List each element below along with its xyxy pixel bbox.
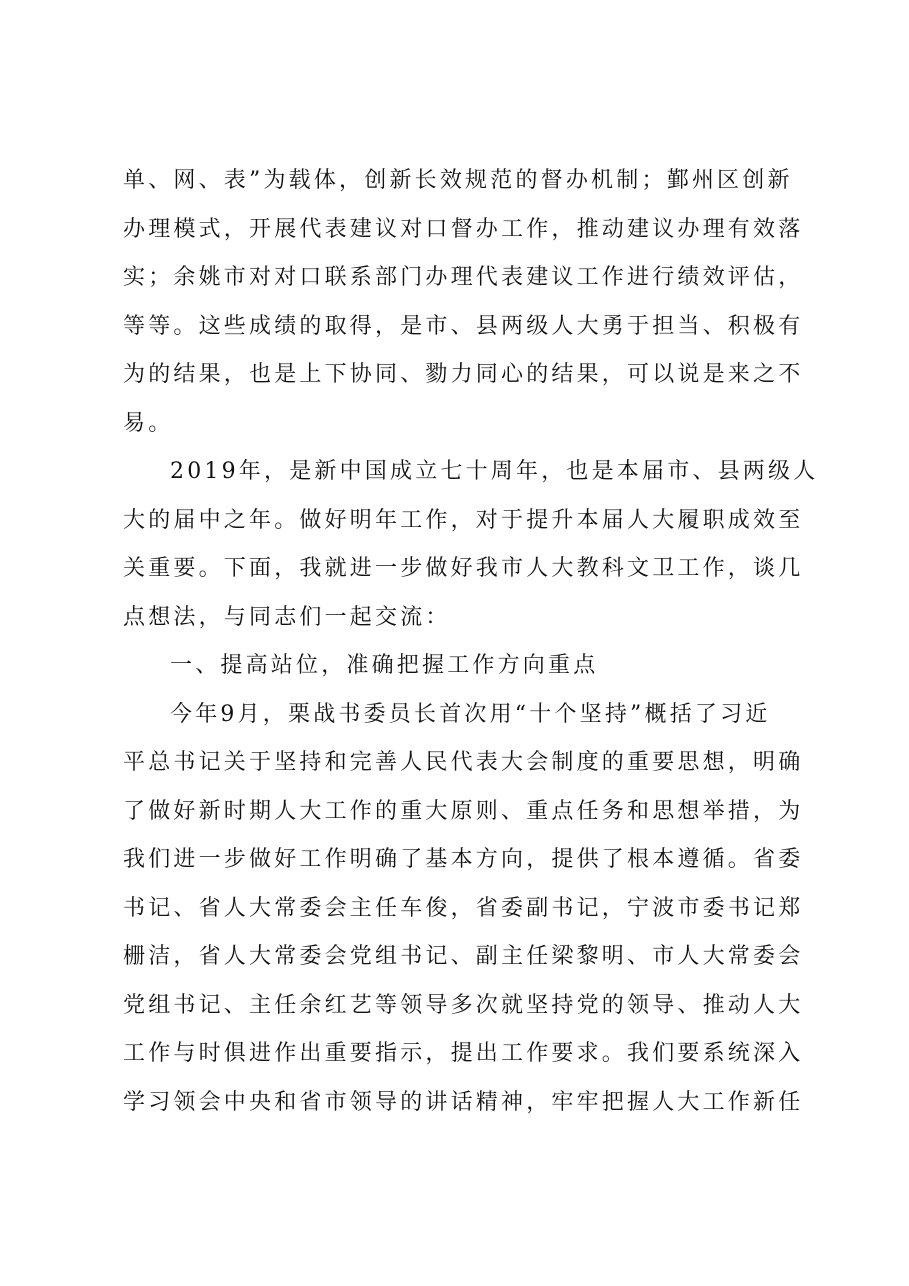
- text-line: 工作与时俱进作出重要指示，提出工作要求。我们要系统深入: [123, 1041, 804, 1066]
- text-line: 办理模式，开展代表建议对口督办工作，推动建议办理有效落: [123, 216, 804, 242]
- paragraph-start-line: 今年9月，栗战书委员长首次用“十个坚持”概括了习近: [170, 701, 771, 727]
- text-line: 实；余姚市对对口联系部门办理代表建议工作进行绩效评估，: [123, 265, 804, 290]
- text-line: 学习领会中央和省市领导的讲话精神，牢牢把握人大工作新任: [123, 1089, 804, 1115]
- text-line: 等等。这些成绩的取得，是市、县两级人大勇于担当、积极有: [123, 313, 804, 339]
- text-line: 平总书记关于坚持和完善人民代表大会制度的重要思想，明确: [123, 750, 804, 775]
- text-line: 关重要。下面，我就进一步做好我市人大教科文卫工作，谈几: [123, 556, 804, 581]
- text-line: 单、网、表”为载体，创新长效规范的督办机制；鄞州区创新: [123, 168, 793, 193]
- text-line: 书记、省人大常委会主任车俊，省委副书记，宁波市委书记郑: [123, 895, 804, 921]
- text-line: 党组书记、主任余红艺等领导多次就坚持党的领导、推动人大: [123, 992, 804, 1018]
- text-line: 了做好新时期人大工作的重大原则、重点任务和思想举措，为: [123, 798, 804, 824]
- text-line: 大的届中之年。做好明年工作，对于提升本届人大履职成效至: [123, 507, 804, 533]
- text-line: 栅洁，省人大常委会党组书记、副主任梁黎明、市人大常委会: [123, 944, 804, 969]
- document-body: [123, 157, 819, 1127]
- text-line: 易。: [123, 410, 174, 436]
- text-line: 为的结果，也是上下协同、勠力同心的结果，可以说是来之不: [123, 362, 804, 387]
- text-line: 我们进一步做好工作明确了基本方向，提供了根本遵循。省委: [123, 847, 804, 872]
- section-heading: 一、提高站位，准确把握工作方向重点: [170, 653, 599, 678]
- paragraph-start-line: 2019年，是新中国成立七十周年，也是本届市、县两级人: [170, 459, 819, 484]
- text-line: 点想法，与同志们一起交流：: [123, 604, 451, 630]
